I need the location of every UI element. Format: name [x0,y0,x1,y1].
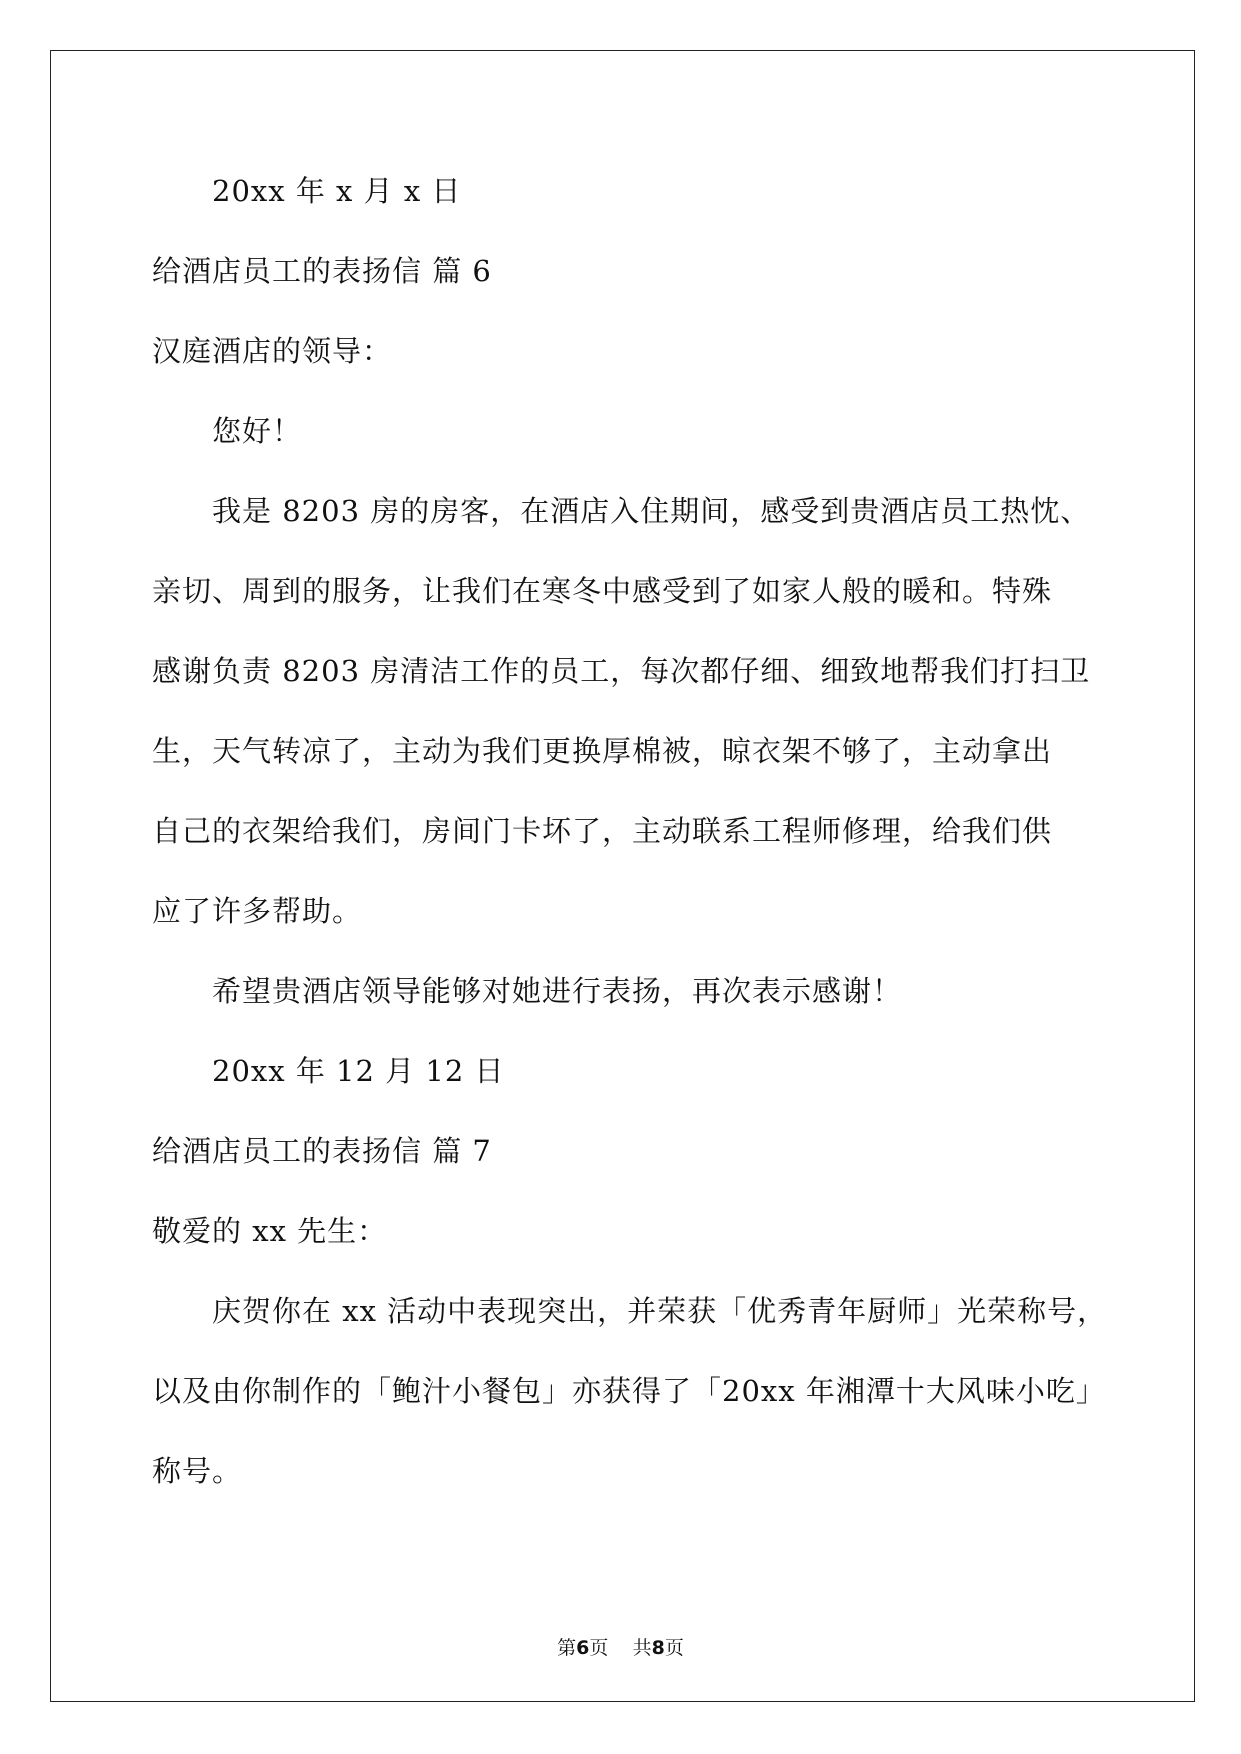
greeting: 您好！ [212,414,303,448]
body-line: 称号。 [152,1454,243,1488]
body-line: 生，天气转凉了，主动为我们更换厚棉被，晾衣架不够了，主动拿出 [152,734,1053,768]
section-heading: 给酒店员工的表扬信 篇 7 [152,1134,492,1168]
body-line: 自己的衣架给我们，房间门卡坏了，主动联系工程师修理，给我们供 [152,814,1053,848]
current-page-number: 6 [576,1637,590,1659]
body-line: 感谢负责 8203 房清洁工作的员工，每次都仔细、细致地帮我们打扫卫 [152,654,1091,688]
section-heading: 给酒店员工的表扬信 篇 6 [152,254,492,288]
body-line: 应了许多帮助。 [152,894,363,928]
footer-middle: 页 共 [589,1637,652,1659]
salutation: 汉庭酒店的领导： [152,334,393,368]
body-line: 庆贺你在 xx 活动中表现突出，并荣获「优秀青年厨师」光荣称号， [212,1294,1108,1328]
footer-prefix: 第 [557,1637,577,1659]
body-line: 我是 8203 房的房客，在酒店入住期间，感受到贵酒店员工热忱、 [212,494,1091,528]
salutation: 敬爱的 xx 先生： [152,1214,388,1248]
total-pages-number: 8 [651,1637,665,1659]
date-line: 20xx 年 12 月 12 日 [212,1054,505,1088]
date-line: 20xx 年 x 月 x 日 [212,174,462,208]
body-line: 以及由你制作的「鲍汁小餐包」亦获得了「20xx 年湘潭十大风味小吃」 [152,1374,1106,1408]
body-line: 亲切、周到的服务，让我们在寒冬中感受到了如家人般的暖和。特殊 [152,574,1053,608]
body-line: 希望贵酒店领导能够对她进行表扬，再次表示感谢！ [212,974,903,1008]
footer-suffix: 页 [664,1637,684,1659]
page-footer [0,1633,1241,1660]
